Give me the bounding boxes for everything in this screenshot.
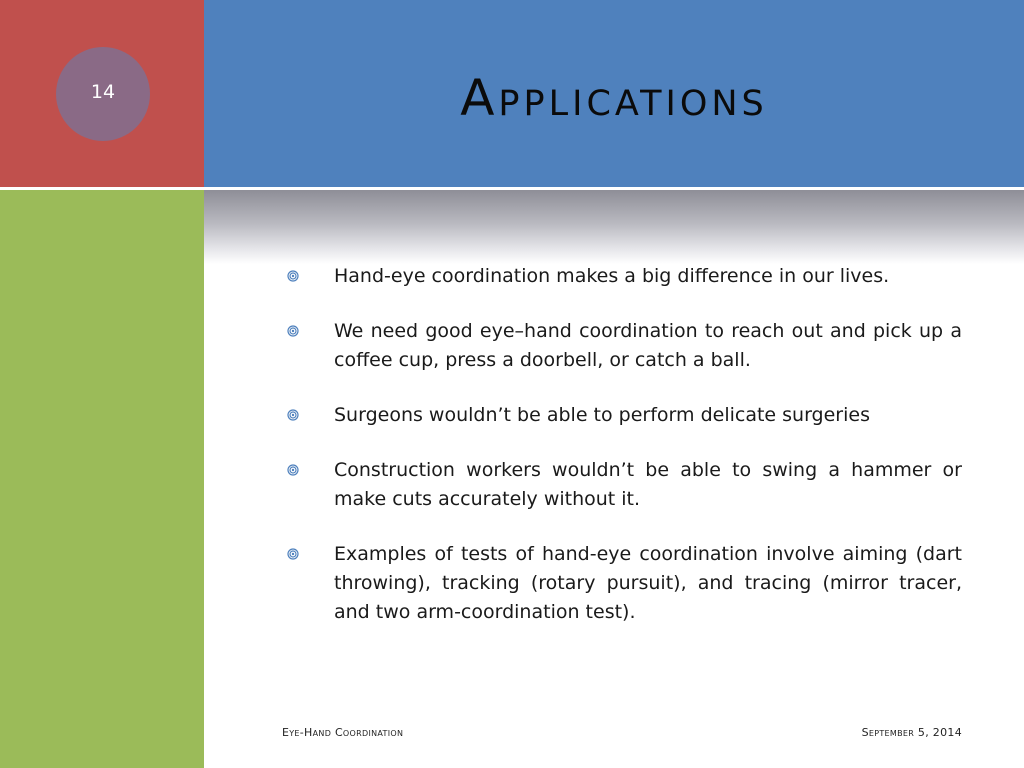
- footer-presentation-title: Eye-Hand Coordination: [282, 726, 404, 739]
- bullet-item: [282, 262, 962, 291]
- bullet-item: [282, 317, 962, 375]
- bullet-item: [282, 401, 962, 430]
- concentric-circle-bullet-icon: [287, 270, 299, 282]
- gradient-band: [204, 190, 1024, 264]
- footer-date: September 5, 2014: [861, 726, 962, 739]
- concentric-circle-bullet-icon: [287, 325, 299, 337]
- bullet-item: [282, 540, 962, 627]
- bullet-text: Surgeons wouldn’t be able to perform delicate surgeries: [334, 404, 870, 426]
- concentric-circle-bullet-icon: [287, 409, 299, 421]
- concentric-circle-bullet-icon: [287, 464, 299, 476]
- bullet-text: Examples of tests of hand-eye coordination involve aiming (dart throwing), tracking (rotary pursuit), and tracing (mirror tracer, and two arm-coordination test).: [334, 543, 962, 623]
- left-green-bar: [0, 190, 204, 768]
- bullet-text: Hand-eye coordination makes a big difference in our lives.: [334, 265, 890, 287]
- bullet-item: [282, 456, 962, 514]
- slide-title: Applications: [460, 69, 768, 127]
- slide-number: 14: [90, 81, 116, 103]
- bullet-text: Construction workers wouldn’t be able to swing a hammer or make cuts accurately without it.: [334, 459, 962, 510]
- bullet-text: We need good eye–hand coordination to reach out and pick up a coffee cup, press a doorbell, or catch a ball.: [334, 320, 962, 371]
- bullet-list: [282, 262, 962, 653]
- concentric-circle-bullet-icon: [287, 548, 299, 560]
- slide-number-badge: [56, 47, 150, 141]
